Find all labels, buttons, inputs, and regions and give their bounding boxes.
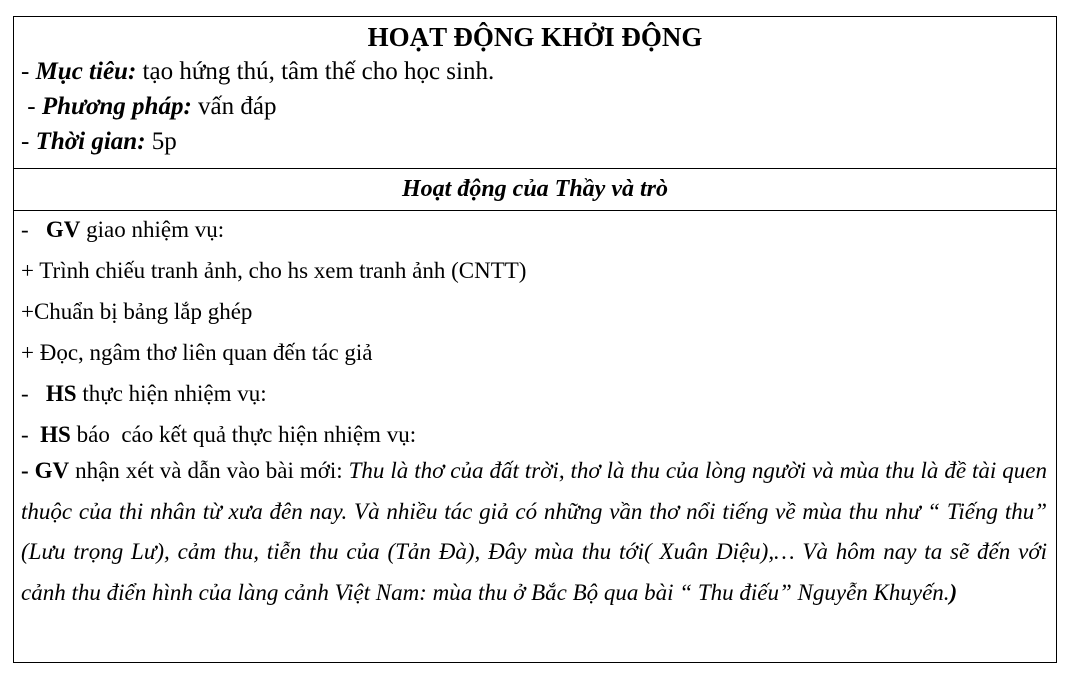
column-header-cell [14, 169, 1056, 211]
bullet: - [21, 217, 46, 242]
method-label: Phương pháp: [41, 93, 192, 120]
slideshow-line: + Trình chiếu tranh ảnh, cho hs xem tranh ảnh (CNTT) [21, 258, 527, 283]
intro-paragraph [21, 451, 1047, 613]
column-header: Hoạt động của Thầy và trò [401, 176, 668, 202]
student-do-line [21, 379, 267, 409]
duration-prefix: - [21, 128, 36, 155]
task-assign-text: giao nhiệm vụ: [80, 217, 225, 242]
method-value: vấn đáp [191, 93, 277, 120]
objective-label: Mục tiêu: [35, 58, 137, 85]
student-report-line [21, 420, 416, 450]
activity-title: HOẠT ĐỘNG KHỞI ĐỘNG [367, 22, 703, 52]
student-report-text: báo cáo kết quả thực hiện nhiệm vụ: [70, 422, 417, 447]
method-prefix: - [21, 93, 42, 120]
student-do-text: thực hiện nhiệm vụ: [76, 381, 267, 406]
duration-line [21, 125, 177, 159]
objective-line [21, 55, 494, 89]
duration-label: Thời gian: [35, 128, 146, 155]
activity-header-cell [14, 17, 1056, 169]
task-assign-line [21, 215, 224, 245]
closing-paren: ) [949, 579, 958, 605]
objective-prefix: - [21, 58, 36, 85]
bullet: - [21, 422, 41, 447]
intro-quote: Thu là thơ của đất trời, thơ là thu của lòng người và mùa thu là đề tài quen thuộc của thi nhân từ xưa đên nay. Và nhiều tác giả có những vần thơ nổi tiếng về mùa thu như “ Tiếng thu” (Lưu trọng Lư), cảm thu, tiễn thu của (Tản Đà), Đây mùa thu tới( Xuân Diệu),… Và hôm nay ta sẽ đến với cảnh thu điển hình của làng cảnh Việt Nam: mùa thu ở Bắc Bộ qua bài “ Thu điếu” Nguyễn Khuyến. [21, 458, 1047, 605]
role-gv: GV [45, 217, 81, 242]
method-line [21, 90, 276, 124]
role-hs: HS [45, 381, 77, 406]
bullet: - [21, 381, 46, 406]
role-hs: HS [40, 422, 71, 447]
activity-body-cell [14, 211, 1056, 662]
bullet: - [21, 458, 35, 483]
role-gv: GV [34, 458, 70, 483]
lesson-table [13, 16, 1057, 663]
intro-lead: nhận xét và dẫn vào bài mới: [69, 458, 349, 483]
prepare-board-line: +Chuẩn bị bảng lắp ghép [21, 299, 253, 324]
duration-value: 5p [145, 128, 177, 155]
objective-value: tạo hứng thú, tâm thế cho học sinh. [136, 58, 495, 85]
read-poem-line: + Đọc, ngâm thơ liên quan đến tác giả [21, 340, 373, 365]
